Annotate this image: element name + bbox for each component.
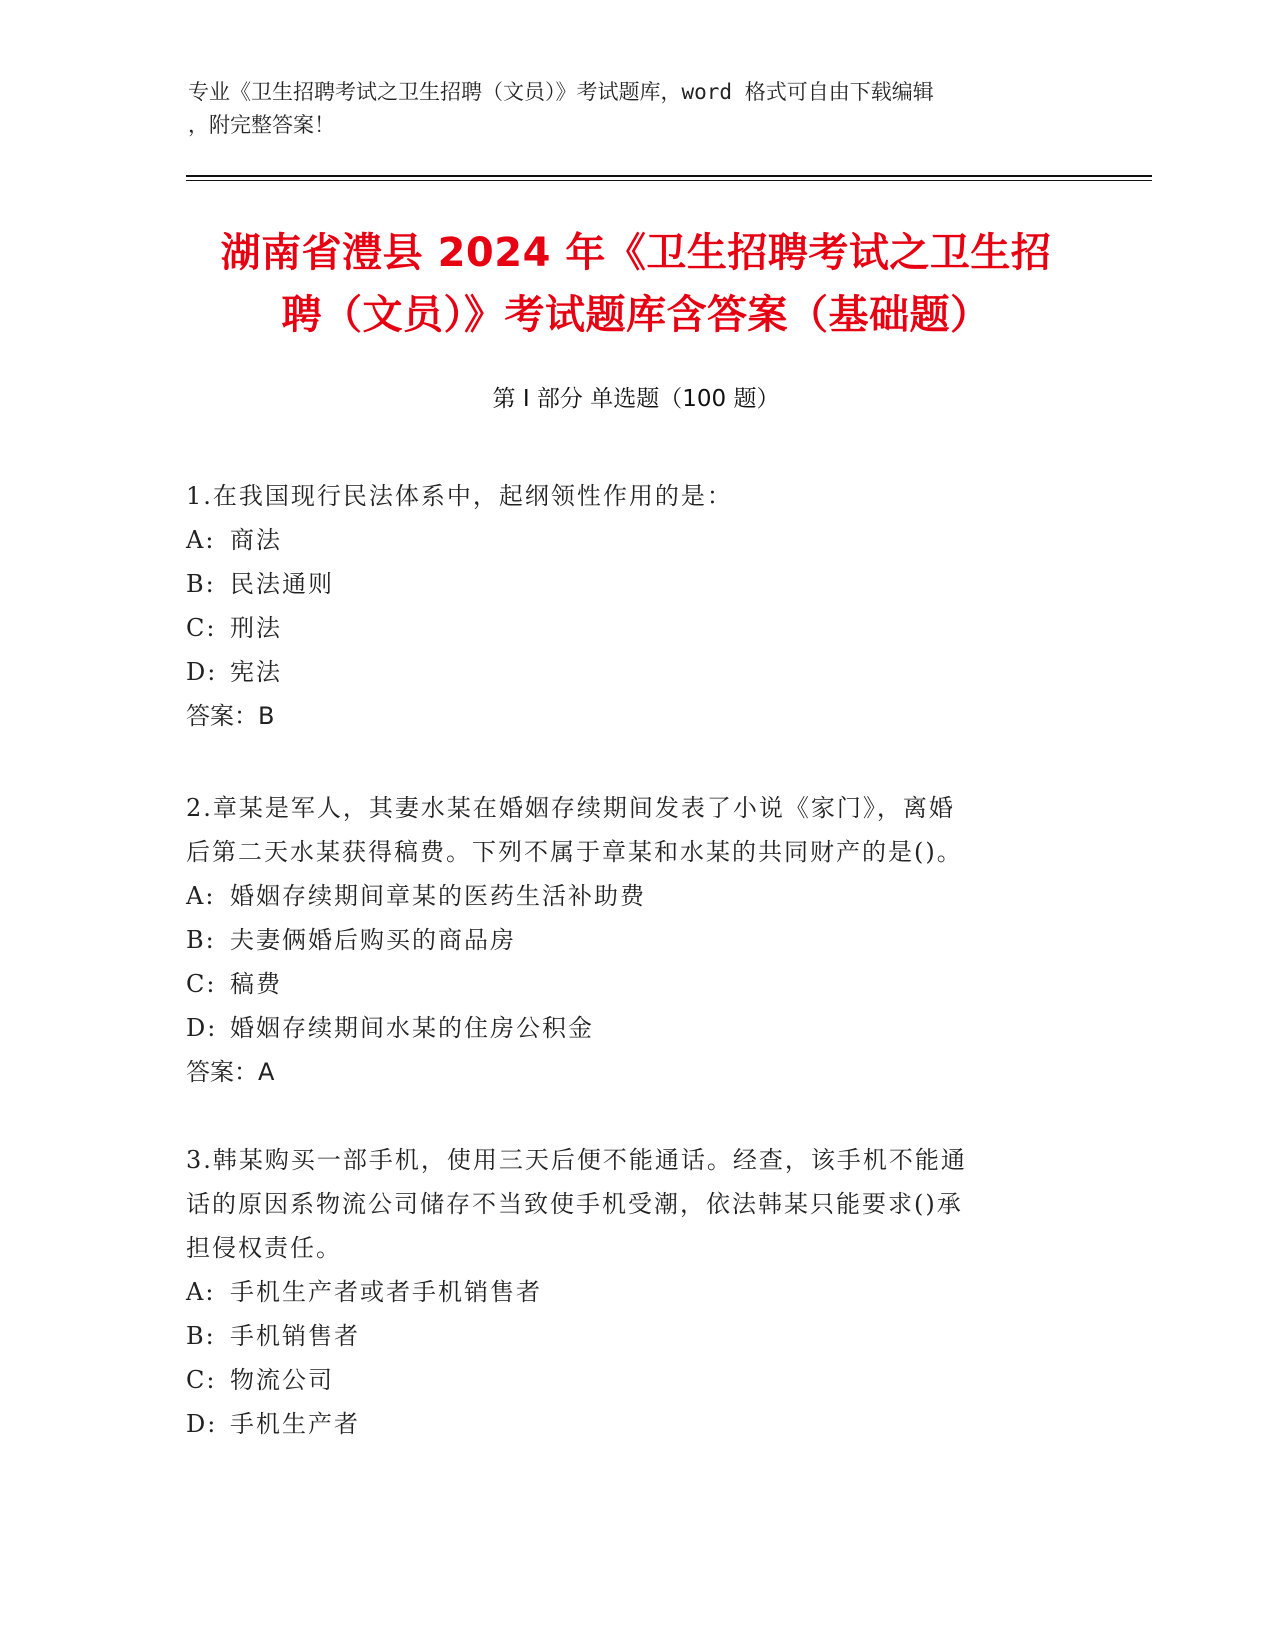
option-b: [186, 918, 1066, 962]
question-2: [186, 786, 1066, 1094]
option-letter: B:: [186, 1322, 216, 1350]
option-b: [186, 562, 1066, 606]
section-heading: 第 I 部分 单选题（100 题）: [492, 386, 780, 412]
option-text: 婚姻存续期间章某的医药生活补助费: [230, 882, 646, 910]
option-text: 婚姻存续期间水某的住房公积金: [230, 1014, 594, 1042]
header-line-2: ，附完整答案！: [188, 113, 335, 137]
title-line-2: 聘（文员）》考试题库含答案（基础题）: [281, 292, 991, 338]
option-letter: D:: [186, 658, 218, 686]
document-title: [186, 222, 1086, 346]
option-text: 手机生产者: [230, 1410, 360, 1438]
option-text: 商法: [230, 526, 282, 554]
option-a: [186, 1270, 1066, 1314]
answer-line: 答案：A: [186, 1058, 275, 1086]
option-d: [186, 1006, 1066, 1050]
option-text: 夫妻俩婚后购买的商品房: [230, 926, 516, 954]
option-text: 稿费: [230, 970, 282, 998]
option-c: [186, 962, 1066, 1006]
question-stem-line: 担侵权责任。: [186, 1234, 342, 1262]
option-c: [186, 1358, 1066, 1402]
option-letter: B:: [186, 926, 216, 954]
option-d: [186, 1402, 1066, 1446]
option-text: 手机生产者或者手机销售者: [230, 1278, 542, 1306]
question-stem-line: 后第二天水某获得稿费。下列不属于章某和水某的共同财产的是()。: [186, 838, 963, 866]
option-letter: D:: [186, 1014, 218, 1042]
title-line-1: 湖南省澧县 2024 年《卫生招聘考试之卫生招: [220, 230, 1052, 276]
option-letter: D:: [186, 1410, 218, 1438]
header-divider-thin: [186, 180, 1152, 181]
option-text: 宪法: [230, 658, 282, 686]
option-c: [186, 606, 1066, 650]
option-a: [186, 518, 1066, 562]
option-text: 刑法: [230, 614, 282, 642]
option-letter: C:: [186, 1366, 217, 1394]
option-letter: A:: [186, 882, 216, 910]
header-line-1: 专业《卫生招聘考试之卫生招聘（文员）》考试题库，word 格式可自由下载编辑: [188, 80, 934, 104]
question-3: [186, 1138, 1066, 1446]
document-header: [188, 76, 1088, 142]
option-letter: B:: [186, 570, 216, 598]
option-letter: C:: [186, 970, 217, 998]
answer-line: 答案：B: [186, 702, 275, 730]
option-text: 手机销售者: [230, 1322, 360, 1350]
question-stem-line: 3.韩某购买一部手机，使用三天后便不能通话。经查，该手机不能通: [186, 1146, 967, 1174]
option-letter: A:: [186, 526, 216, 554]
header-divider-thick: [186, 175, 1152, 177]
option-text: 民法通则: [230, 570, 334, 598]
question-stem-line: 1.在我国现行民法体系中，起纲领性作用的是：: [186, 482, 733, 510]
option-letter: A:: [186, 1278, 216, 1306]
question-stem-line: 2.章某是军人，其妻水某在婚姻存续期间发表了小说《家门》，离婚: [186, 794, 955, 822]
question-stem-line: 话的原因系物流公司储存不当致使手机受潮，依法韩某只能要求()承: [186, 1190, 963, 1218]
option-text: 物流公司: [230, 1366, 334, 1394]
option-d: [186, 650, 1066, 694]
question-1: [186, 474, 1066, 738]
option-letter: C:: [186, 614, 217, 642]
option-a: [186, 874, 1066, 918]
option-b: [186, 1314, 1066, 1358]
